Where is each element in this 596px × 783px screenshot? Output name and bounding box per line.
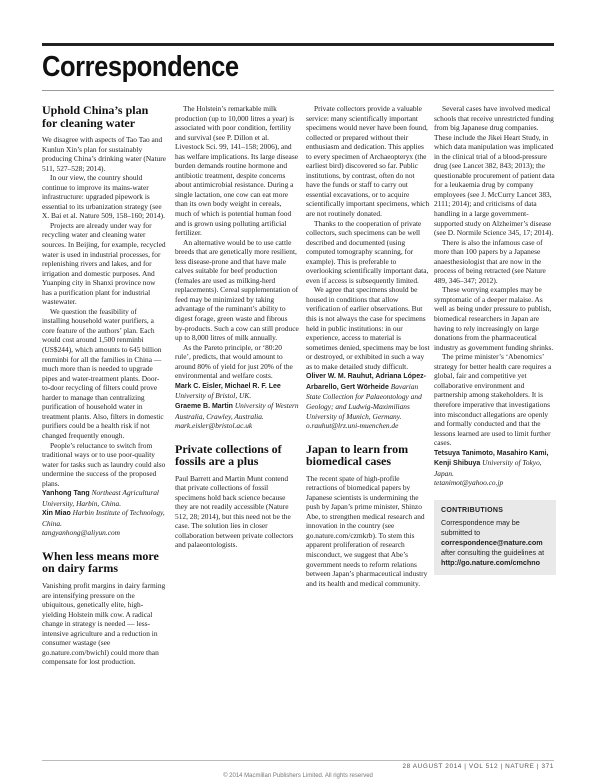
contributions-guidelines-link[interactable]: http://go.nature.com/cmchno — [441, 557, 541, 567]
column-4 — [434, 104, 556, 575]
footer-rule — [42, 760, 554, 761]
article-3-author: Oliver W. M. Rauhut, Adriana López-Arbarello, Gert Wörheide Bavarian State Collection for Palaeontology and Geology; and Ludwig-Maximilians University of Munich, Germany. — [306, 373, 426, 421]
article-3-paragraph: Thanks to the cooperation of private collectors, such specimens can be well described and documented (using computed tomography scanning, for example). This is preferable to overlooking scientifically important data, even if access is subsequently limited. — [306, 218, 429, 285]
article-1-author: Yanhong Tang Northeast Agricultural University, Harbin, China. — [42, 488, 159, 508]
article-2-paragraph: Vanishing profit margins in dairy farming are intensifying pressure on the ubiquitous, genetically elite, high-yielding Holstein milk cow. A radical change in strategy is needed — less-intensive agriculture and a reduction in consumer wastage (see go.nature.com/bwichl) could more than compensate for lost production. — [42, 580, 166, 667]
top-rule — [42, 43, 554, 46]
article-2-paragraph: The Holstein’s remarkable milk production (up to 10,000 litres a year) is associated with poor condition, fertility and survival (see P. Dillon et al. Livestock Sci. 99, 141–158; 2006), and has welfare implications. Its large disease burden demands routine hormone and antibiotic treatment, despite concerns about antimicrobial resistance. During a single lactation, one cow can eat more than its own body weight in cereals, much of which is potential human food and is grown using polluting artificial fertilizer. — [175, 104, 298, 238]
section-title: Correspondence — [42, 51, 239, 83]
article-4-paragraph: There is also the infamous case of more than 100 papers by a Japanese anaesthesiologist that are now in the process of being retracted (see Nature 489, 346–347; 2012). — [434, 237, 546, 285]
article-1-paragraph: We disagree with aspects of Tao Tao and Kunlun Xin’s plan for sustainably producing China’s drinking water (Nature 511, 527–528; 2014). — [42, 135, 166, 173]
article-2-paragraph: An alternative would be to use cattle breeds that are genetically more resilient, less disease-prone and that have male calves suitable for beef production (females are used as milking-herd replacements). Cereal supplementation of feed may be minimized by taking advantage of the ruminant’s ability to digest forage, green waste and fibrous by-products. Such a cow can still produce up to 8,000 litres of milk annually. — [175, 237, 299, 343]
contributions-email-link[interactable]: correspondence@nature.com — [441, 537, 543, 547]
column-1 — [42, 104, 166, 667]
article-2-paragraph: As the Pareto principle, or ‘80:20 rule’, predicts, that would amount to around 80% of yield for just 20% of the environmental and welfare costs. — [175, 342, 293, 381]
contributions-box — [434, 500, 556, 575]
article-2-title: When less means more on dairy farms — [42, 548, 159, 576]
article-1-title: Uphold China’s plan for cleaning water — [42, 104, 149, 130]
article-4-paragraph: These worrying examples may be symptomatic of a deeper malaise. As well as being under pressure to publish, biomedical researchers in Japan are having to rely increasingly on large donations from the pharmaceutical industry as government funding shrinks. — [434, 285, 554, 352]
article-3-email[interactable]: o.rauhut@lrz.uni-muenchen.de — [306, 421, 399, 431]
article-4-paragraph: The recent spate of high-profile retractions of biomedical papers by Japanese scientists is undermining the push by Japan’s prime minister, Shinzo Abe, to strengthen medical research and innovation in the country (see go.nature.com/czmkrb). To stem this apparent proliferation of research misconduct, we suggest that Abe’s government needs to reform relations between Japan’s pharmaceutical industry and its health and medical community. — [306, 473, 428, 588]
contributions-text: Correspondence may be submitted to — [441, 517, 520, 537]
article-4-author: Tetsuya Tanimoto, Masahiro Kami, Kenji Shibuya University of Tokyo, Japan. — [434, 449, 549, 478]
article-3-paragraph: We agree that specimens should be housed in conditions that allow verification of earlier observations. But this is not always the case for specimens held in public institutions: in our experience, access to material is sometimes denied, specimens may be lost or destroyed, or exhibited in such a way as to make detailed study difficult. — [306, 285, 430, 371]
article-1-paragraph: We question the feasibility of installing household water purifiers, a core feature of the authors’ plan. Each would cost around 1,500 renminbi (US$244), which amounts to 645 billion renminbi for all the families in China — much more than is needed to upgrade pipes and water-treatment plants. Door-to-door recycling of filters could prove harder to manage than centralizing purification of household water in treatment plants. Also, filters in domestic purifiers could be a health risk if not changed frequently enough. — [42, 306, 164, 440]
column-2 — [175, 104, 299, 550]
article-1-paragraph: People’s reluctance to switch from traditional ways or to use poor-quality water for tasks such as laundry could also undermine the success of the proposed plans. — [42, 440, 166, 488]
article-1-email[interactable]: tangyanhong@aliyun.com — [42, 528, 121, 538]
article-2-author: Mark C. Eisler, Michael R. F. Lee University of Bristol, UK. — [175, 382, 281, 401]
contributions-title: CONTRIBUTIONS — [441, 506, 504, 514]
article-2-email[interactable]: mark.eisler@bristol.ac.uk — [175, 421, 253, 431]
article-3-paragraph: Private collectors provide a valuable service: many scientifically important specimens would never have been found, collected or prepared without their enthusiasm and dedication. This applies to every specimen of Archaeopteryx (the earliest bird) discovered so far. Public institutions, by contrast, often do not have the funds or staff to carry out essential excavations, or to acquire scientifically important specimens, which are not routinely donated. — [306, 104, 430, 219]
article-1-paragraph: Projects are already under way for recycling water and cleaning water sources. In Beijing, for example, recycled water is used in industrial processes, for replenishing rivers and lakes, and for irrigation and domestic purposes. And Yuanping city in Shanxi province now has a purification plant for industrial wastewater. — [42, 220, 166, 307]
article-2-author: Graeme B. Martin University of Western Australia, Crawley, Australia. — [175, 400, 299, 421]
article-4-paragraph: Several cases have involved medical schools that receive unrestricted funding from big Japanese drug companies. These include the Jikei Heart Study, in which data manipulation was implicated in the clinical trial of a blood-pressure drug (see Lancet 382, 843; 2013); the questionable procurement of patient data for a leukaemia drug by company employees (see J. McCurry Lancet 383, 2111; 2014); and criticisms of data handling in a large government-supported study on Alzheimer’s disease (see D. Normile Science 345, 17; 2014). — [434, 104, 555, 238]
article-4-email[interactable]: tetanimot@yahoo.co.jp — [434, 478, 504, 488]
contributions-text: after consulting the guidelines at — [441, 547, 545, 557]
article-3-title: Private collections of fossils are a plus — [175, 441, 282, 469]
folio: 28 AUGUST 2014 | VOL 512 | NATURE | 371 — [402, 763, 554, 770]
article-4-title: Japan to learn from biomedical cases — [306, 441, 409, 469]
title-rule — [42, 90, 554, 91]
article-1-author: Xin Miao Harbin Institute of Technology, China. — [42, 508, 165, 528]
copyright: © 2014 Macmillan Publishers Limited. All rights reserved — [223, 773, 373, 779]
article-4-paragraph: The prime minister’s ‘Abenomics’ strategy for better health care requires a global, fair and competitive yet collaborative environment and partnership among stakeholders. It is therefore imperative that investigations into misconduct allegations are openly and formally conducted and that the lessons learned are used to limit further cases. — [434, 352, 552, 448]
article-1-paragraph: In our view, the country should continue to improve its mains-water infrastructure: upgraded pipework is essential to its urbanization strategy (see X. Bai et al. Nature 509, 158–160; 2014). — [42, 173, 165, 221]
article-3-paragraph: Paul Barrett and Martin Munt contend that private collections of fossil specimens hold back science because they are not readily accessible (Nature 512, 28; 2014), but this need not be the case. The solution lies in closer collaboration between private collectors and palaeontologists. — [175, 473, 294, 550]
column-3 — [306, 104, 430, 588]
